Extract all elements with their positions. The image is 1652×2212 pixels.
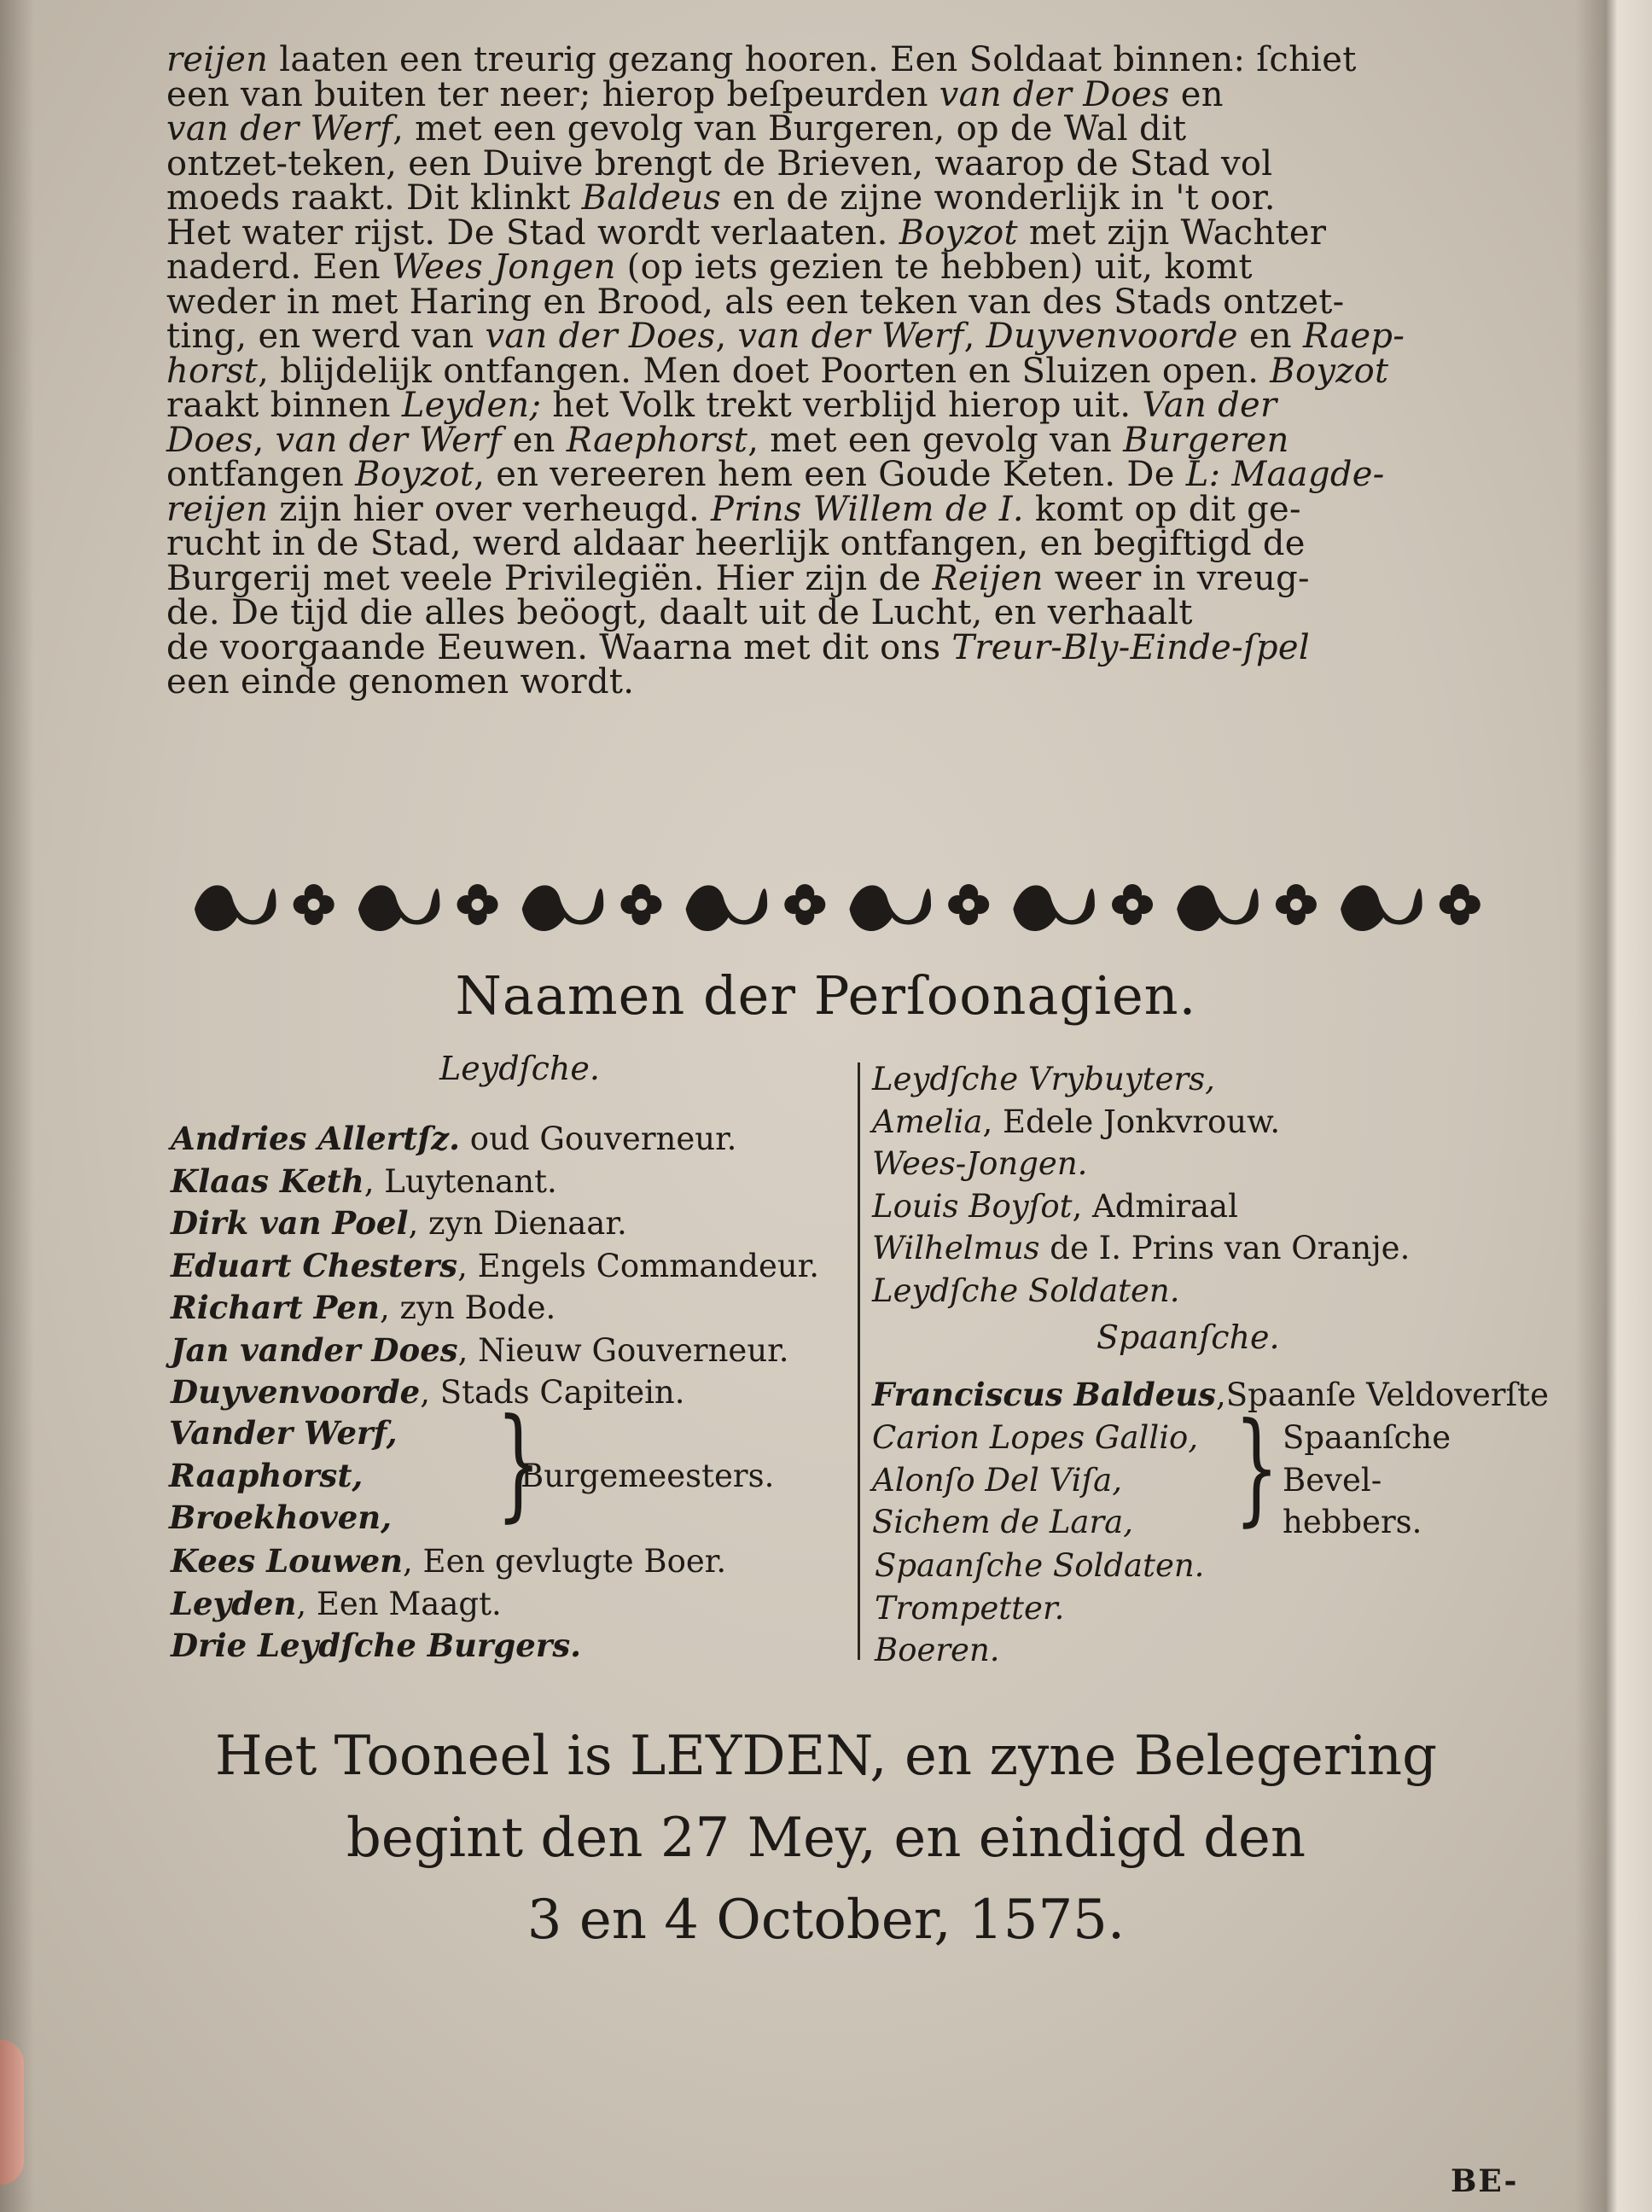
prose-line [166, 420, 1493, 460]
rosette-icon [1454, 899, 1466, 911]
right-brace: } [1234, 1397, 1279, 1539]
cast-role: , zyn Bode. [379, 1289, 556, 1326]
cast-role: , Admiraal [1072, 1187, 1238, 1225]
prose-italic-segment: Raep- [1302, 317, 1405, 356]
prose-segment: en [1237, 317, 1303, 356]
right-cast-list [872, 1058, 1410, 1312]
prose-segment: ontfangen [166, 455, 356, 494]
cast-entry [872, 1374, 1549, 1417]
prose-segment: zijn hier over verheugd. [268, 489, 711, 529]
cast-entry: Raaphorst, [169, 1456, 364, 1494]
prose-line [166, 319, 1493, 354]
cast-role: , Een gevlugte Boer. [403, 1543, 727, 1580]
left-brace: } [496, 1393, 541, 1534]
cast-role: , Nieuw Gouverneur. [457, 1331, 789, 1369]
fleuron-scroll-icon [1177, 885, 1259, 931]
prose-segment: , [253, 420, 276, 460]
fleuron-scroll-icon [686, 885, 768, 931]
prose-segment: moeds raakt. Dit klinkt [166, 178, 582, 218]
prose-line [166, 212, 1493, 253]
prose-segment: , [715, 317, 738, 356]
cast-entry [171, 1161, 819, 1203]
prose-italic-segment: van der Does [485, 317, 716, 356]
fleuron-scroll-icon [522, 885, 604, 931]
prose-line [166, 524, 1493, 563]
setting-statement [0, 1715, 1652, 1961]
prose-segment: (op iets gezien te hebben) uit, komt [615, 247, 1253, 287]
cast-name: Kees Louwen [171, 1542, 404, 1580]
prose-line [166, 74, 1493, 114]
cast-entry [872, 1143, 1410, 1185]
prose-segment: rucht in de Stad, werd aldaar heerlijk ontfangen, en begiftigd de [166, 524, 1306, 563]
prose-italic-segment: reijen [166, 489, 269, 529]
cast-entry [875, 1629, 1204, 1672]
prose-segment: komt op dit ge- [1023, 489, 1301, 529]
prose-italic-segment: van der Does [939, 74, 1170, 114]
left-column-title: Leydſche. [439, 1050, 600, 1087]
cast-role: , zyn Dienaar. [408, 1205, 627, 1242]
setting-line: 3 en 4 October, 1575. [526, 1889, 1126, 1952]
right-group-label [1283, 1417, 1451, 1544]
right-cast-list-spanish [872, 1374, 1549, 1417]
prose-italic-segment: Prins Willem de I. [710, 489, 1024, 529]
cast-role: ,Spaanſe Veldoverſte [1216, 1377, 1550, 1413]
rosette-icon [1126, 899, 1138, 911]
prose-line [166, 40, 1493, 79]
cast-name: Jan vander Does [171, 1330, 458, 1369]
prose-italic-segment: horst [166, 351, 259, 391]
cast-name: Dirk van Poel [171, 1204, 409, 1242]
prose-segment: weder in met Haring en Brood, als een teken van des Stads ontzet- [166, 282, 1345, 322]
column-divider [858, 1062, 860, 1660]
prose-line [166, 388, 1493, 423]
prose-line [166, 593, 1493, 632]
fleuron-scroll-icon [850, 885, 932, 931]
right-commanders-group [872, 1417, 1198, 1544]
prose-italic-segment: Duyvenvoorde [986, 317, 1238, 356]
prose-line [166, 627, 1493, 667]
prose-segment: ting, en werd van [166, 317, 486, 356]
fleuron-scroll-icon [1013, 885, 1095, 931]
prose-italic-segment: L: Maagde- [1185, 455, 1385, 494]
fleuron-border-icon [186, 858, 1496, 952]
cast-entry [872, 1227, 1410, 1270]
prose-line [166, 282, 1493, 322]
cast-role: , Een Maagt. [296, 1585, 502, 1622]
rosette-icon [472, 899, 484, 911]
cast-entry: Spaanſche [1283, 1419, 1451, 1456]
cast-entry [171, 1330, 819, 1372]
cast-role: oud Gouverneur. [460, 1121, 737, 1157]
prose-line [166, 109, 1493, 148]
cast-entry: Alonſo Del Viſa, [872, 1461, 1122, 1499]
prose-segment: en de zijne wonderlijk in 't oor. [721, 178, 1276, 218]
left-cast-list [171, 1118, 819, 1414]
rosette-icon [1290, 899, 1302, 911]
prose-italic-segment: Reijen [932, 558, 1044, 598]
cast-entry [171, 1583, 726, 1626]
prose-line [166, 247, 1493, 287]
cast-entry [872, 1101, 1410, 1144]
prose-segment: naderd. Een [166, 247, 392, 287]
cast-heading: Naamen der Perſoonagien. [455, 964, 1197, 1027]
cast-name: Franciscus Baldeus [872, 1376, 1216, 1413]
fleuron-scroll-icon [1341, 885, 1422, 931]
cast-entry [171, 1245, 819, 1288]
rosette-icon [308, 899, 320, 911]
rosette-icon [963, 899, 974, 911]
prose-italic-segment: Raephorst [566, 420, 748, 460]
prose-segment: de voorgaande Eeuwen. Waarna met dit ons [166, 627, 952, 667]
prose-line [166, 489, 1493, 529]
prose-italic-segment: Van der [1142, 386, 1277, 425]
cast-entry [872, 1270, 1410, 1313]
right-cast-list-after [875, 1545, 1204, 1672]
cast-name: Drie Leydſche Burgers. [171, 1627, 582, 1664]
prose-segment: ontzet-teken, een Duive brengt de Brieven, waarop de Stad vol [166, 143, 1273, 183]
prose-line [166, 457, 1493, 492]
cast-entry: Carion Lopes Gallio, [872, 1419, 1199, 1456]
rosette-icon [635, 899, 647, 911]
rosette-icon [799, 899, 811, 911]
prose-italic-segment: Boyzot [899, 212, 1018, 253]
cast-entry [171, 1625, 726, 1668]
setting-line: begint den 27 Mey, en eindigd den [346, 1807, 1306, 1870]
cast-entry: Broekhoven, [169, 1499, 393, 1536]
prose-segment: , blijdelijk ontfangen. Men doet Poorten en Sluizen open. [258, 351, 1271, 391]
prose-segment: en [1169, 74, 1224, 114]
prose-line [166, 351, 1493, 391]
cast-name: Klaas Keth [171, 1161, 364, 1200]
prose-italic-segment: Burgeren [1123, 420, 1289, 460]
left-group-label: Burgemeesters. [521, 1458, 775, 1494]
cast-entry [872, 1058, 1410, 1101]
cast-name: Wilhelmus [872, 1230, 1040, 1266]
fleuron-scroll-icon [358, 885, 440, 931]
prose-italic-segment: Leyden; [401, 386, 542, 425]
cast-entry: Vander Werf, [169, 1414, 398, 1452]
right-column-title: Spaanſche. [1096, 1318, 1280, 1356]
cast-name: Amelia [872, 1103, 983, 1140]
cast-name: Duyvenvoorde [171, 1373, 421, 1411]
prose-segment: , met een gevolg van [747, 420, 1124, 460]
cast-entry [171, 1371, 819, 1414]
cast-entry [171, 1540, 726, 1583]
cast-name: Louis Boyſot [872, 1187, 1073, 1225]
cast-role: , Engels Commandeur. [457, 1247, 820, 1284]
prose-segment: met zijn Wachter [1017, 212, 1327, 253]
prose-italic-segment: van der Werf [166, 109, 393, 148]
prose-italic-segment: van der Werf [737, 317, 964, 356]
synopsis-text [166, 40, 1493, 701]
cast-name: Leydſche Vrybuyters, [872, 1061, 1215, 1097]
cast-name: Leyden [171, 1584, 297, 1622]
cast-name: Eduart Chesters [171, 1246, 458, 1284]
cast-name: Spaanſche Soldaten. [875, 1547, 1205, 1584]
prose-segment: , [963, 317, 986, 356]
prose-italic-segment: Boyzot [1270, 351, 1389, 391]
prose-segment: de. De tijd die alles beöogt, daalt uit de Lucht, en verhaalt [166, 593, 1193, 632]
left-burgomasters-group [169, 1412, 398, 1540]
prose-segment: het Volk trekt verblijd hierop uit. [541, 386, 1143, 425]
prose-italic-segment: Wees Jongen [392, 247, 616, 287]
prose-segment: een van buiten ter neer; hierop beſpeurden [166, 74, 939, 114]
prose-italic-segment: Does [166, 420, 253, 460]
prose-italic-segment: Baldeus [581, 178, 722, 218]
cast-entry [872, 1185, 1410, 1228]
cast-name: Leydſche Soldaten. [872, 1272, 1180, 1309]
prose-italic-segment: reijen [166, 40, 269, 79]
cast-name: Wees-Jongen. [872, 1145, 1088, 1182]
cast-entry [875, 1587, 1204, 1630]
page-body [166, 40, 1493, 701]
prose-line [166, 558, 1493, 598]
fleuron-scroll-icon [195, 885, 276, 931]
cast-name: Boeren. [875, 1632, 1000, 1668]
thumb [0, 2040, 24, 2185]
prose-italic-segment: Boyzot [355, 455, 474, 494]
left-cast-list-after [171, 1540, 726, 1668]
prose-line [166, 143, 1493, 183]
cast-name: Andries Allertſz. [171, 1120, 461, 1157]
cast-entry: hebbers. [1283, 1504, 1422, 1540]
prose-segment: laaten een treurig gezang hooren. Een Soldaat binnen: ſchiet [268, 40, 1357, 79]
prose-segment: een einde genomen wordt. [166, 662, 635, 701]
cast-role: , Stads Capitein. [420, 1374, 685, 1411]
prose-segment: Het water rijst. De Stad wordt verlaaten. [166, 212, 899, 253]
cast-name: Richart Pen [171, 1289, 380, 1326]
cast-role: , Luytenant. [364, 1162, 557, 1200]
cast-entry: Sichem de Lara, [872, 1504, 1133, 1540]
cast-entry: Bevel- [1283, 1461, 1382, 1499]
prose-italic-segment: Treur-Bly-Einde-ſpel [951, 627, 1310, 667]
prose-italic-segment: van der Werf [275, 420, 502, 460]
ornament-band [186, 858, 1496, 952]
prose-segment: raakt binnen [166, 386, 402, 425]
cast-entry [171, 1118, 819, 1161]
cast-role: de I. Prins van Oranje. [1039, 1230, 1411, 1266]
cast-entry [171, 1202, 819, 1245]
prose-segment: , en vereeren hem een Goude Keten. De [474, 455, 1186, 494]
setting-line: Het Tooneel is LEYDEN, en zyne Belegering [214, 1725, 1438, 1788]
cast-entry [171, 1287, 819, 1330]
prose-segment: weer in vreug- [1043, 558, 1310, 598]
cast-entry [875, 1545, 1204, 1587]
prose-segment: Burgerij met veele Privilegiën. Hier zijn de [166, 558, 933, 598]
prose-line [166, 662, 1493, 701]
prose-segment: , met een gevolg van Burgeren, op de Wal dit [393, 109, 1187, 148]
cast-name: Trompetter. [875, 1589, 1065, 1627]
prose-segment: en [501, 420, 567, 460]
cast-role: , Edele Jonkvrouw. [982, 1103, 1281, 1140]
catchword: BE- [1451, 2163, 1519, 2199]
prose-line [166, 178, 1493, 218]
